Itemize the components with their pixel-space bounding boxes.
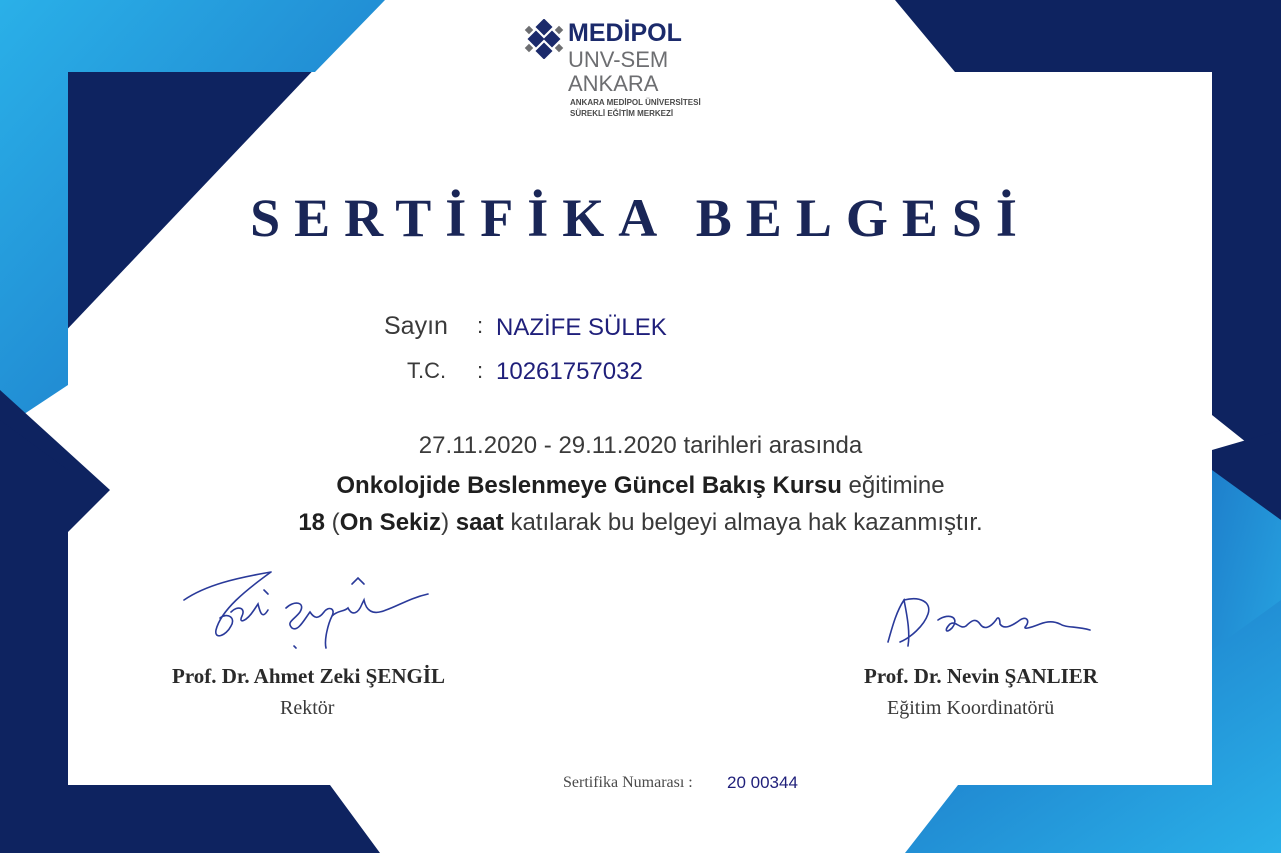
logo-description-1: ANKARA MEDİPOL ÜNİVERSİTESİ bbox=[570, 98, 701, 107]
logo-subtitle-1: UNV-SEM bbox=[568, 47, 669, 72]
signatory-2-role: Eğitim Koordinatörü bbox=[887, 697, 1055, 719]
date-suffix: tarihleri arasında bbox=[676, 432, 863, 459]
body-line-dates bbox=[0, 432, 1281, 460]
certificate-title: SERTİFİKA BELGESİ bbox=[250, 188, 1031, 248]
medipol-logo-icon bbox=[524, 19, 564, 59]
hours-close: ) bbox=[441, 509, 456, 536]
body-line-hours bbox=[0, 509, 1281, 537]
hours-number: 18 bbox=[298, 509, 326, 536]
certificate-number: 20 00344 bbox=[727, 773, 798, 792]
logo-description-2: SÜREKLİ EĞİTİM MERKEZİ bbox=[570, 109, 674, 118]
hours-unit: saat bbox=[455, 509, 504, 536]
recipient-id-number: 10261757032 bbox=[496, 358, 643, 385]
recipient-name-label: Sayın bbox=[384, 312, 448, 340]
recipient-name-colon: : bbox=[477, 313, 484, 338]
hours-words: On Sekiz bbox=[339, 509, 442, 536]
certificate-number-label: Sertifika Numarası : bbox=[563, 774, 693, 791]
logo-name: MEDİPOL bbox=[568, 19, 682, 47]
signatory-1-role: Rektör bbox=[280, 697, 335, 719]
date-range: 27.11.2020 - 29.11.2020 bbox=[418, 432, 677, 459]
signatory-1-name: Prof. Dr. Ahmet Zeki ŞENGİL bbox=[172, 664, 446, 688]
course-name: Onkolojide Beslenmeye Güncel Bakış Kursu bbox=[336, 472, 842, 499]
recipient-name: NAZİFE SÜLEK bbox=[496, 314, 667, 341]
signature-coordinator bbox=[880, 590, 1100, 650]
body-line-course bbox=[0, 472, 1281, 500]
signature-rector bbox=[176, 560, 436, 655]
course-suffix: eğitimine bbox=[841, 472, 945, 499]
recipient-id-colon: : bbox=[477, 358, 484, 383]
closing-text: katılarak bu belgeyi almaya hak kazanmıştır. bbox=[503, 509, 983, 536]
hours-open: ( bbox=[325, 509, 340, 536]
signatory-2-name: Prof. Dr. Nevin ŞANLIER bbox=[864, 664, 1098, 688]
logo-subtitle-2: ANKARA bbox=[568, 71, 659, 96]
recipient-id-label: T.C. bbox=[407, 358, 447, 383]
